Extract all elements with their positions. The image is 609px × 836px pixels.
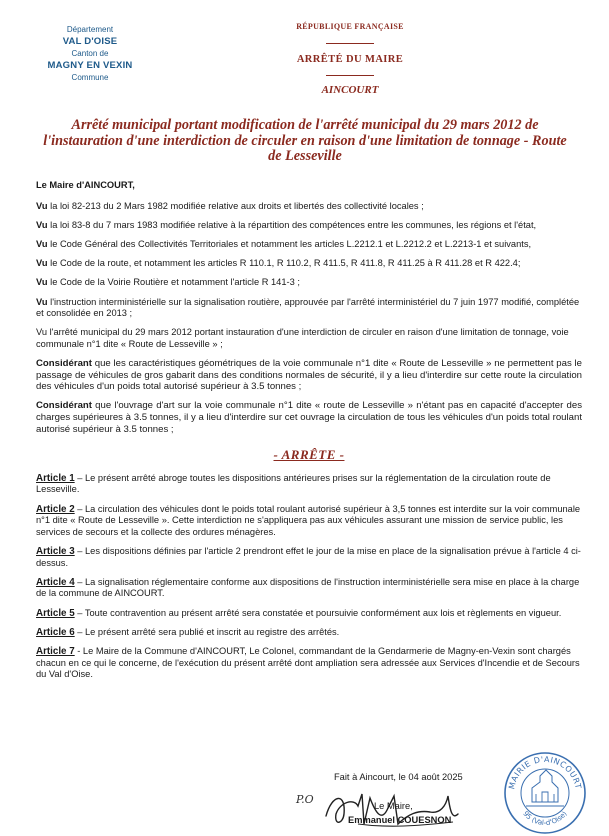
article-label: Article 1 [36, 472, 75, 484]
visa-paragraph [36, 220, 582, 232]
republique-label: RÉPUBLIQUE FRANÇAISE [296, 22, 404, 31]
visa-text: le Code Général des Collectivités Territoriales et notamment les articles L.2212.1 et L.2212.2 et L.2213-1 et suivants, [47, 238, 532, 249]
visa-text: la loi 83-8 du 7 mars 1983 modifiée relative à la répartition des compétences entre les communes, les régions et l'état, [47, 219, 537, 230]
signer-title: Le Maire, [374, 801, 413, 811]
visa-paragraph [36, 201, 582, 213]
visa-keyword: Vu [36, 296, 48, 307]
visa-keyword: Vu [36, 219, 48, 230]
article-text: – Le présent arrêté abroge toutes les dispositions antérieures prises sur la réglementation de la circulation route de Lesseville. [36, 472, 551, 495]
canton-label: Canton de [71, 49, 109, 58]
visa-keyword: Vu [36, 258, 48, 269]
article-paragraph [36, 504, 582, 539]
visa-text: Vu l'arrêté municipal du 29 mars 2012 portant instauration d'une interdiction de circuler en raison d'une limitation de tonnage, voie communale n°1 dite « Route de Lesseville » ; [36, 327, 569, 349]
visa-paragraph [36, 297, 582, 320]
considerant-text: que l'ouvrage d'art sur la voie communale n°1 dite « route de Lesseville » n'étant pas en capacité d'accepter des charges supérieures à 3.5 tonnes, il y a lieu d'interdire sur cet ouvrage la circulation de tous les véhicules d'un poids total roulant autorisé supérieur à 3.5 tonnes ; [36, 400, 582, 435]
svg-text:95 (Val-d'Oise): 95 (Val-d'Oise) [521, 809, 569, 828]
svg-text:MAIRIE D'AINCOURT: MAIRIE D'AINCOURT [507, 754, 583, 791]
article-paragraph [36, 546, 582, 569]
document-body [36, 180, 582, 688]
signer-name: Emmanuel COUESNON [348, 815, 452, 825]
article-paragraph [36, 577, 582, 600]
article-paragraph [36, 608, 582, 620]
article-label: Article 3 [36, 546, 75, 557]
article-label: Article 7 [36, 645, 75, 657]
visa-keyword: Vu [36, 238, 48, 249]
departement-label: Département [66, 25, 114, 34]
article-label: Article 5 [36, 607, 75, 619]
visa-paragraph [36, 258, 582, 270]
visa-paragraph [36, 239, 582, 251]
article-label: Article 4 [36, 576, 75, 588]
article-label: Article 2 [36, 503, 75, 515]
article-paragraph [36, 646, 582, 681]
document-title: Arrêté municipal portant modification de l'arrêté municipal du 29 mars 2012 de l'instauration d'une interdiction de circuler en raison d'une limitation de tonnage - Route de Lesseville [43, 117, 567, 164]
mayor-line: Le Maire d'AINCOURT, [36, 180, 135, 190]
place-date: Fait à Aincourt, le 04 août 2025 [334, 772, 463, 782]
visa-keyword: Vu [36, 277, 48, 288]
visa-text: le Code de la Voirie Routière et notamment l'article R 141-3 ; [47, 277, 300, 288]
article-paragraph [36, 473, 582, 496]
visa-paragraph [36, 277, 582, 289]
considerant-keyword: Considérant [36, 358, 92, 370]
header-left-block [40, 24, 140, 83]
visa-text: la loi 82-213 du 2 Mars 1982 modifiée relative aux droits et libertés des collectivité locales ; [47, 200, 424, 211]
visa-keyword: Vu [36, 200, 48, 211]
header-divider [326, 75, 374, 76]
considerant-paragraph [36, 400, 582, 435]
canton-name: MAGNY EN VEXIN [47, 60, 133, 71]
po-mark: P.O [296, 793, 314, 806]
considerant-keyword: Considérant [36, 400, 92, 412]
article-text: - Le Maire de la Commune d'AINCOURT, Le Colonel, commandant de la Gendarmerie de Magny-en-Vexin sont chargés chacun en ce qui le concerne, de l'exécution du présent arrêté dont ampliation sera adressée aux Services d'Incendie et de Secours du Val d'Oise. [36, 645, 580, 680]
considerant-paragraph [36, 358, 582, 393]
document-type: ARRÊTÉ DU MAIRE [296, 54, 404, 65]
departement-name: VAL D'OISE [62, 36, 118, 47]
visa-paragraph [36, 327, 582, 350]
article-label: Article 6 [36, 626, 75, 638]
header-divider [326, 43, 374, 44]
visa-text: l'instruction interministérielle sur la signalisation routière, approuvée par l'arrêté interministériel du 7 juin 1977 modifié, complétée et consolidée en 2013 ; [36, 296, 580, 319]
commune-name: AINCOURT [321, 84, 379, 96]
article-text: – La signalisation réglementaire conforme aux dispositions de l'instruction interministérielle sera mise en place à la charge de la commune de AINCOURT. [36, 576, 580, 599]
official-stamp [502, 750, 588, 836]
article-text: – Le présent arrêté sera publié et inscrit au registre des arrêtés. [74, 626, 340, 637]
commune-label: Commune [71, 73, 109, 82]
arrete-heading: - ARRÊTE - [273, 447, 345, 463]
article-text: – Toute contravention au présent arrêté sera constatée et poursuivie conformément aux lois et règlements en vigueur. [74, 607, 562, 618]
article-text: – Les dispositions définies par l'article 2 prendront effet le jour de la mise en place de la signalisation prévue à l'article 4 ci-dessus. [36, 546, 581, 568]
header-right-block [280, 22, 420, 96]
considerant-text: que les caractéristiques géométriques de la voie communale n°1 dite « Route de Lesseville » ne permettent pas le passage de véhicules de gros gabarit dans des conditions normales de sécurité, il y a lieu d'interdire sur cette route la circulation des véhicules d'un poids total autorisé supérieur à 3.5 tonnes ; [36, 358, 582, 393]
article-text: – La circulation des véhicules dont le poids total roulant autorisé supérieur à 3,5 tonnes est interdite sur la voir communale n°1 dite « Route de Lesseville ». Cette interdiction ne s'appliquera pas aux véhicules assurant une mission de service public, les services de secours et la collecte des ordures ménagères. [36, 503, 581, 537]
article-paragraph [36, 627, 582, 639]
visa-text: le Code de la route, et notamment les articles R 110.1, R 110.2, R 411.5, R 411.8, R 411.25 à R 411.28 et R 422.4; [47, 258, 521, 269]
